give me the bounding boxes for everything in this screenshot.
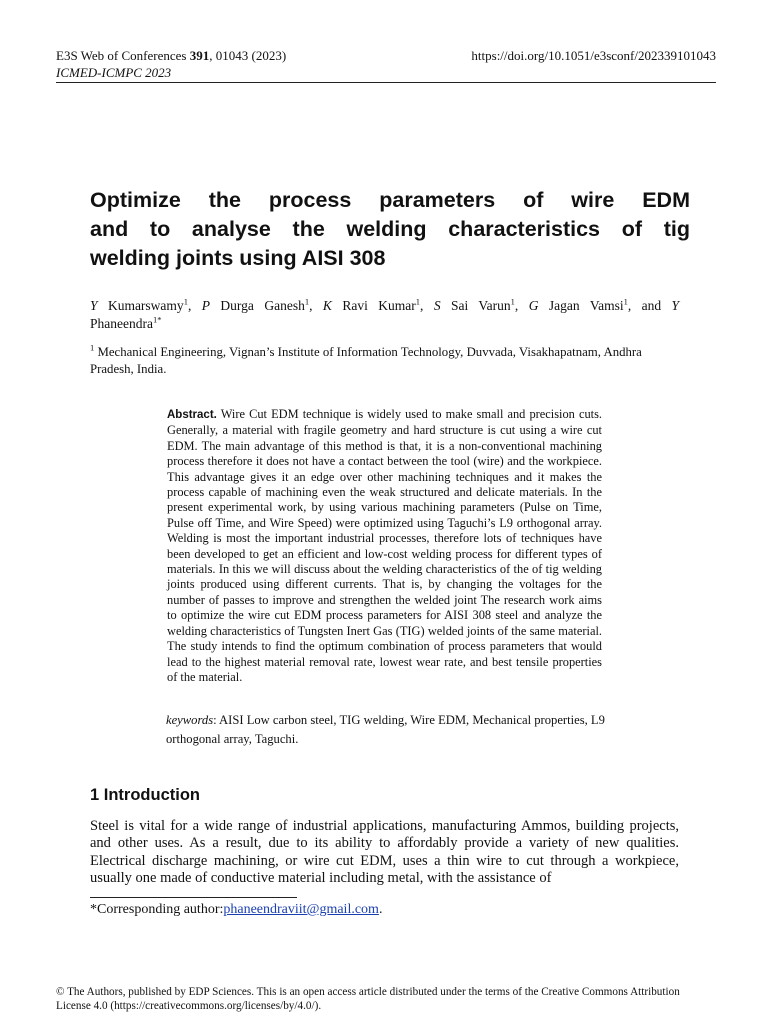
footnote-end: . bbox=[378, 902, 383, 917]
abstract bbox=[167, 407, 602, 685]
journal-citation bbox=[56, 47, 286, 64]
journal-volume: 391 bbox=[189, 48, 210, 63]
author-initial: K bbox=[322, 298, 332, 313]
affiliation-text: Mechanical Engineering, Vignan’s Institute of Information Technology, Duvvada, Visakhapatnam, Andhra Pradesh, India. bbox=[90, 345, 642, 376]
section-body: Steel is vital for a wide range of industrial applications, manufacturing Ammos, building projects, and other uses. As a result, due to its ability to affordably provide a variety of new qualities. Electrical discharge machining, or wire cut EDM, uses a thin wire to cut through a workpiece, usually one made of conductive material including metal, with the assistance of bbox=[90, 818, 679, 886]
author-name: Phaneendra bbox=[90, 316, 153, 331]
author-initial: S bbox=[433, 298, 441, 313]
keywords bbox=[166, 711, 606, 749]
footnote bbox=[90, 901, 382, 919]
title-line: Optimize the process parameters of wire EDM bbox=[90, 188, 690, 212]
abstract-label: Abstract. bbox=[167, 409, 217, 421]
keywords-text: : AISI Low carbon steel, TIG welding, Wire EDM, Mechanical properties, L9 orthogonal array, Taguchi. bbox=[166, 713, 605, 746]
author-email-link[interactable]: phaneendraviit@gmail.com bbox=[223, 902, 379, 917]
doi-link[interactable]: https://doi.org/10.1051/e3sconf/202339101043 bbox=[471, 48, 716, 63]
header-divider bbox=[56, 82, 716, 83]
author-initial: G bbox=[528, 298, 539, 313]
title-line: welding joints using AISI 308 bbox=[90, 246, 386, 270]
footnote-divider bbox=[90, 897, 297, 898]
author-affiliation-mark: 1 bbox=[623, 296, 628, 307]
keywords-label: keywords bbox=[166, 713, 214, 727]
author-affiliation-mark: 1* bbox=[152, 314, 162, 325]
license-notice: © The Authors, published by EDP Sciences. This is an open access article distributed under the terms of the Creative Commons Attribution License 4.0 (https://creativecommons.org/licenses/by/4.0/). bbox=[56, 986, 680, 1012]
author-affiliation-mark: 1 bbox=[183, 296, 188, 307]
journal-name: E3S Web of Conferences bbox=[56, 48, 190, 63]
author-name: Kumarswamy bbox=[97, 298, 184, 313]
title-line: and to analyse the welding characteristics of tig bbox=[90, 217, 690, 241]
journal-article-number: , 01043 (2023) bbox=[209, 48, 287, 63]
paper-title bbox=[90, 186, 690, 273]
affiliation-mark: 1 bbox=[90, 342, 95, 353]
author-list: Y Kumarswamy$^1$, P Durga Ganesh$^1$, K Ravi Kumar$^1$, S Sai Varun$^1$, G Jagan Vamsi$^1$, and Y Phaneendra$^{1*}$ bbox=[90, 296, 680, 331]
author-initial: P bbox=[201, 298, 210, 313]
author-name: Durga Ganesh bbox=[210, 298, 305, 313]
author-affiliation-mark: 1 bbox=[415, 296, 420, 307]
affiliation bbox=[90, 344, 679, 378]
author-affiliation-mark: 1 bbox=[510, 296, 515, 307]
abstract-text: Wire Cut EDM technique is widely used to make small and precision cuts. Generally, a material with fragile geometry and hard structure is cut using a wire cut EDM. The main advantage of this method is that, it is a non-conventional machining process therefore it does not have a contact between the tool (wire) and the workpiece. This advantage gives it an edge over other machining techniques and it makes the process capable of machining even the weak structured and delicate materials. In the present experimental work, by using various machining parameters (Pulse on Time, Pulse off Time, and Wire Speed) were optimized using Taguchi’s L9 orthogonal array. Welding is most the important industrial processes, therefore lots of techniques have been developed to get an efficient and low-cost welding process for different types of materials. In this we will discuss about the welding characteristics of the of tig welding joints produced using different currents. That is, by changing the voltages for the number of passes to improve and strengthen the welded joint The research work aims to optimize the wire cut EDM process parameters for AISI 308 steel and analyze the welding characteristics of Tungsten Inert Gas (TIG) welded joints of the same material. The study intends to find the optimum combination of process parameters that would lead to the highest material removal rate, lowest wear rate, and best tensile properties of the material. bbox=[167, 407, 603, 684]
author-initial: Y bbox=[90, 298, 98, 313]
author-initial: Y bbox=[671, 298, 680, 313]
author-name: Sai Varun bbox=[440, 298, 511, 313]
section-heading: 1 Introduction bbox=[90, 786, 200, 804]
author-name: Ravi Kumar bbox=[331, 298, 416, 313]
conference-name: ICMED-ICMPC 2023 bbox=[56, 65, 172, 80]
author-name: Jagan Vamsi bbox=[538, 298, 624, 313]
footnote-label: *Corresponding author: bbox=[90, 902, 224, 917]
author-affiliation-mark: 1 bbox=[304, 296, 310, 307]
